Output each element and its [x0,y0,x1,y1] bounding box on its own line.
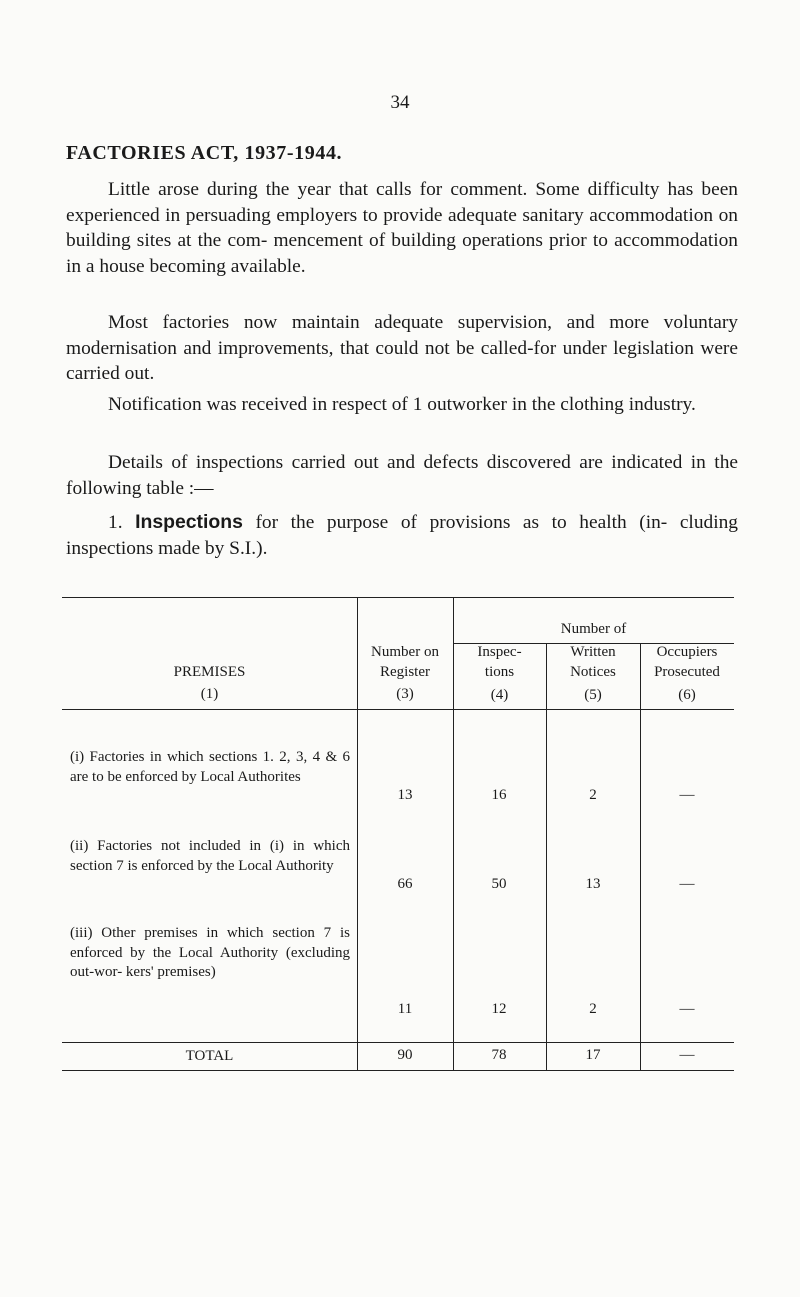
paragraph-1: Little arose during the year that calls for comment. Some difficulty has been experienced in persuading employers to provide adequate sanitary accommodation on building sites at the com- mencement of building operations prior to accommodation in a house becoming available. [66,179,738,277]
header-inspections-line2: tions [484,664,515,680]
total-notices: 17 [585,1047,601,1063]
row-1-register: 13 [397,787,413,803]
header-notices-line1: Written [570,644,616,660]
row-1-notices: 2 [589,787,597,803]
total-prosecuted: — [679,1047,695,1063]
header-number-of: Number of [560,621,627,637]
header-prosecuted-line1: Occupiers [656,644,718,660]
col-divider-3 [546,643,547,1070]
row-2-inspections: 50 [491,876,507,892]
paragraph-3: Notification was received in respect of 1 outworker in the clothing industry. [108,394,696,415]
header-premises-num: (1) [200,686,219,702]
total-register: 90 [397,1047,413,1063]
row-3-register: 11 [397,1001,413,1017]
paragraph-2: Most factories now maintain adequate supervision, and more voluntary modernisation and improvements, that could not be called-for under legislation were carried out. [66,312,738,384]
header-inspections-line1: Inspec- [477,644,522,660]
page-heading: FACTORIES ACT, 1937-1944. [66,142,343,164]
header-register-line2: Register [380,664,430,680]
table-row-3-label: (iii) Other premises in which section 7 is enforced by the Local Authority (excluding out-wor- kers' premises) [70,925,350,980]
header-inspections-num: (4) [490,687,509,703]
table-top-rule [62,597,734,598]
row-1-inspections: 16 [491,787,507,803]
paragraph-4: Details of inspections carried out and defects discovered are indicated in the following table :— [66,452,738,499]
page-number: 34 [390,92,410,113]
header-prosecuted-num: (6) [678,687,696,703]
header-notices-num: (5) [584,687,602,703]
header-bottom-rule [62,709,734,710]
row-3-inspections: 12 [491,1001,507,1017]
table-row-1-label: (i) Factories in which sections 1. 2, 3, 4 & 6 are to be enforced by Local Authorites [70,749,350,785]
row-2-notices: 13 [585,876,601,892]
row-2-register: 66 [397,876,413,892]
table-row-2-label: (ii) Factories not included in (i) in which section 7 is enforced by the Local Authority [70,838,350,874]
header-prosecuted-line2: Prosecuted [654,664,720,680]
total-label: TOTAL [185,1048,234,1064]
header-register-num: (3) [396,686,414,702]
header-notices-line2: Notices [570,664,616,680]
section-bold-word: Inspections [135,511,243,533]
table-bottom-rule [62,1070,734,1071]
total-inspections: 78 [491,1047,507,1063]
col-divider-4 [640,643,641,1070]
total-top-rule [62,1042,734,1043]
header-premises: PREMISES [173,664,246,680]
row-1-prosecuted: — [679,787,695,803]
row-2-prosecuted: — [679,876,695,892]
section-rest: for the purpose of provisions as to health (in- cluding inspections made by S.I.). [66,512,738,559]
row-3-notices: 2 [589,1001,597,1017]
section-number: 1. [108,512,123,533]
row-3-prosecuted: — [679,1001,695,1017]
header-register-line1: Number on [371,644,439,660]
